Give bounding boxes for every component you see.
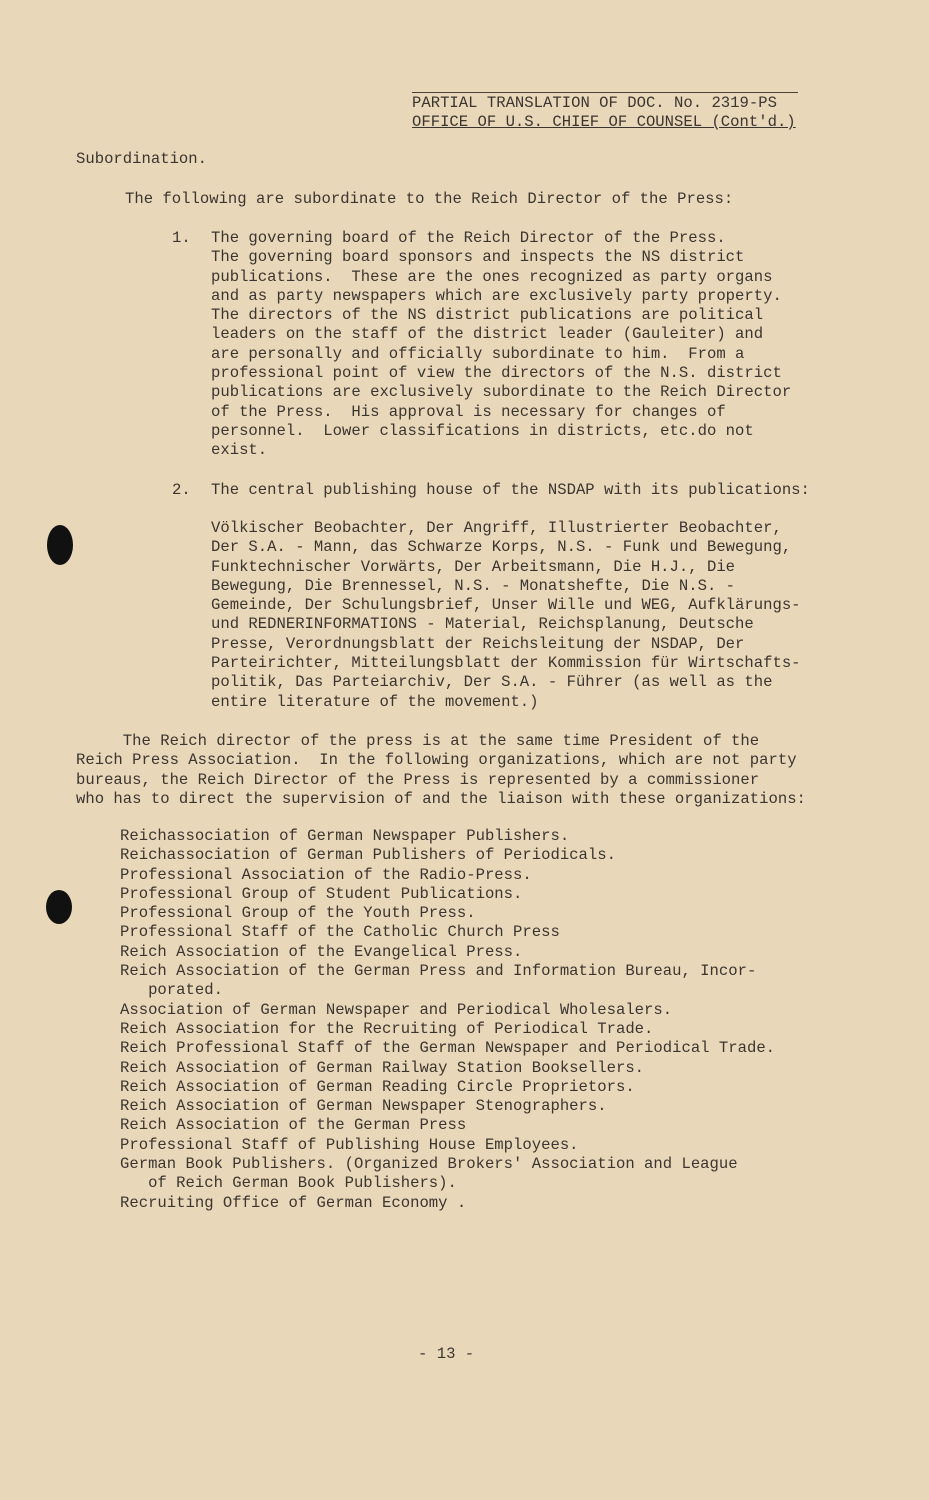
publications-list <box>211 519 801 712</box>
text-line: Reich Association of the German Press <box>120 1116 467 1135</box>
text-line: Der S.A. - Mann, das Schwarze Korps, N.S. - Funk und Bewegung, <box>211 538 792 557</box>
page-number: - 13 - <box>418 1345 475 1363</box>
text-line: Reich Association of German Reading Circle Proprietors. <box>120 1077 635 1096</box>
text-line: Funktechnischer Vorwärts, Der Arbeitsmann, Die H.J., Die <box>211 557 736 576</box>
text-line: who has to direct the supervision of and the liaison with these organizations: <box>76 789 806 808</box>
text-line: publications are exclusively subordinate to the Reich Director <box>211 383 792 402</box>
item-number: 2. <box>172 481 191 499</box>
text-line: The Reich director of the press is at the same time President of the <box>76 732 760 750</box>
text-line: German Book Publishers. (Organized Brokers' Association and League <box>120 1155 738 1174</box>
text-line: Presse, Verordnungsblatt der Reichsleitung der NSDAP, Der <box>211 634 745 653</box>
text-line: Reich Association of the Evangelical Press. <box>120 942 523 961</box>
text-line: personnel. Lower classifications in districts, etc.do not <box>211 421 754 440</box>
punch-hole <box>47 525 73 565</box>
text-line: are personally and officially subordinate to him. From a <box>211 344 745 363</box>
document-header <box>412 94 796 132</box>
header-line: OFFICE OF U.S. CHIEF OF COUNSEL (Cont'd.) <box>412 113 796 131</box>
text-line: politik, Das Parteiarchiv, Der S.A. - Führer (as well as the <box>211 673 773 692</box>
text-line: Reich Association of the German Press and Information Bureau, Incor- <box>120 962 757 981</box>
text-line: Reichassociation of German Newspaper Publishers. <box>120 827 570 845</box>
body-paragraph <box>76 732 806 809</box>
organizations-list <box>120 827 775 1213</box>
text-line: Recruiting Office of German Economy . <box>120 1193 467 1212</box>
header-line: PARTIAL TRANSLATION OF DOC. No. 2319-PS <box>412 94 777 112</box>
text-line: Bewegung, Die Brennessel, N.S. - Monatshefte, Die N.S. - <box>211 576 736 595</box>
text-line: leaders on the staff of the district leader (Gauleiter) and <box>211 325 764 344</box>
item-1-text <box>211 229 791 461</box>
header-rule <box>412 92 798 93</box>
punch-hole <box>46 890 72 924</box>
text-line: Völkischer Beobachter, Der Angriff, Illustrierter Beobachter, <box>211 519 782 537</box>
item-number: 1. <box>172 229 191 247</box>
text-line: entire literature of the movement.) <box>211 692 539 711</box>
text-line: Gemeinde, Der Schulungsbrief, Unser Wille und WEG, Aufklärungs- <box>211 596 801 615</box>
text-line: Professional Association of the Radio-Press. <box>120 865 532 884</box>
text-line: Parteirichter, Mitteilungsblatt der Kommission für Wirtschafts- <box>211 654 801 673</box>
text-line: exist. <box>211 441 268 460</box>
item-2-heading: The central publishing house of the NSDAP with its publications: <box>211 481 810 499</box>
text-line: Professional Staff of the Catholic Church Press <box>120 923 560 942</box>
text-line: Reich Association for the Recruiting of Periodical Trade. <box>120 1019 654 1038</box>
text-line: Reich Association of German Newspaper Stenographers. <box>120 1097 607 1116</box>
text-line: Professional Group of the Youth Press. <box>120 904 476 923</box>
text-line: The directors of the NS district publications are political <box>211 306 764 325</box>
text-line: Association of German Newspaper and Periodical Wholesalers. <box>120 1000 673 1019</box>
text-line: of the Press. His approval is necessary for changes of <box>211 402 726 421</box>
text-line: Reichassociation of German Publishers of Periodicals. <box>120 846 616 865</box>
text-line: Professional Group of Student Publications. <box>120 884 523 903</box>
text-line: publications. These are the ones recognized as party organs <box>211 267 773 286</box>
text-line: Reich Professional Staff of the German Newspaper and Periodical Trade. <box>120 1039 776 1058</box>
intro-text: The following are subordinate to the Reich Director of the Press: <box>125 190 734 208</box>
text-line: Reich Association of German Railway Station Booksellers. <box>120 1058 645 1077</box>
text-line: The governing board sponsors and inspects the NS district <box>211 248 745 267</box>
text-line: Reich Press Association. In the following organizations, which are not party <box>76 751 797 770</box>
text-line: The governing board of the Reich Director of the Press. <box>211 229 726 247</box>
text-line: professional point of view the directors of the N.S. district <box>211 364 782 383</box>
text-line: and as party newspapers which are exclusively party property. <box>211 286 782 305</box>
text-line: porated. <box>120 981 223 1000</box>
section-heading: Subordination. <box>76 150 208 168</box>
text-line: und REDNERINFORMATIONS - Material, Reichsplanung, Deutsche <box>211 615 754 634</box>
text-line: bureaus, the Reich Director of the Press is represented by a commissioner <box>76 770 760 789</box>
text-line: of Reich German Book Publishers). <box>120 1174 457 1193</box>
text-line: Professional Staff of Publishing House Employees. <box>120 1135 579 1154</box>
